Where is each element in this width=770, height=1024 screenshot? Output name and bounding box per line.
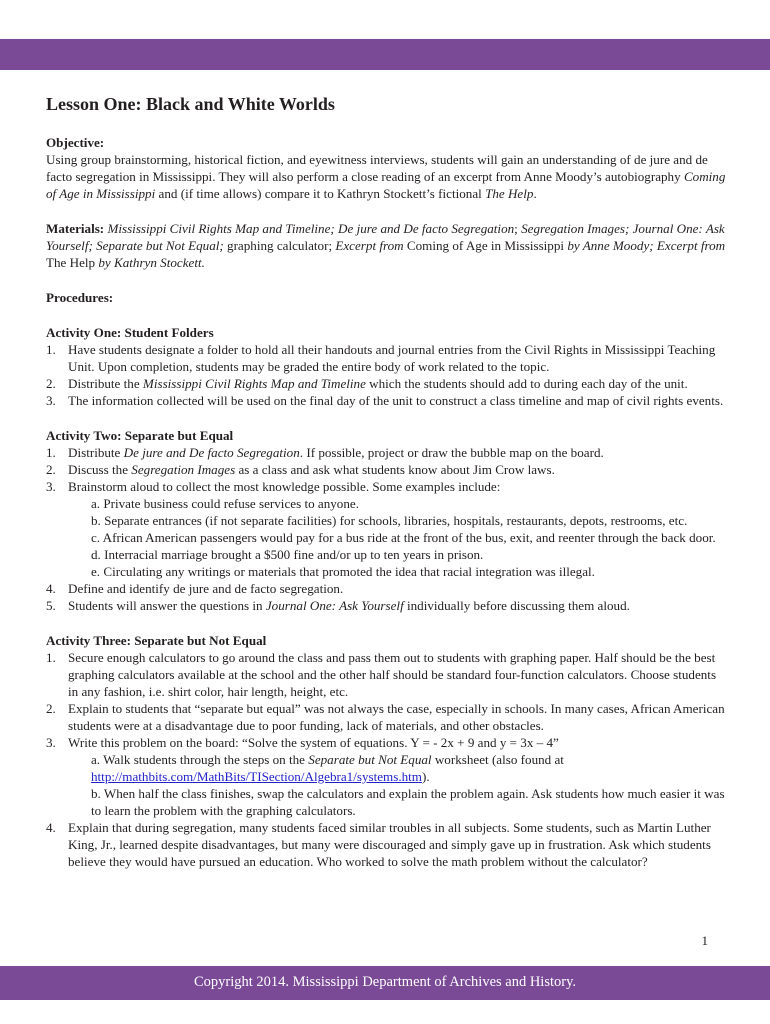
mathbits-link[interactable]: http://mathbits.com/MathBits/TISection/Algebra1/systems.htm xyxy=(91,769,422,784)
sub-step-a: a. Walk students through the steps on the Separate but Not Equal worksheet (also found at http://mathbits.com/MathBits/TISection/Algebra1/systems.htm). xyxy=(91,752,564,784)
example-item: d. Interracial marriage brought a $500 fine and/or up to ten years in prison. xyxy=(91,547,484,562)
activity-one-heading: Activity One: Student Folders xyxy=(46,325,214,340)
list-item: 3. Write this problem on the board: “Solve the system of equations. Y = - 2x + 9 and y = 3x – 4” a. Walk students through the steps on the Separate but Not Equal worksheet (also found at http://mathbits.com/MathBits/TISection/Algebra1/systems.htm). b. When half the class finishes, swap the calculators and explain the problem again. Ask students how much easier it was to learn the problem with the graphing calculators. xyxy=(46,735,725,818)
objective-text: Using group brainstorming, historical fiction, and eyewitness interviews, students will gain an understanding of de jure and de facto segregation in Mississippi. They will also perform a close reading of an excerpt from Anne Moody’s autobiography Coming of Age in Mississippi and (if time allows) compare it to Kathryn Stockett’s fictional The Help. xyxy=(46,152,726,201)
activity-two-heading: Activity Two: Separate but Equal xyxy=(46,428,234,443)
list-item: 4. Define and identify de jure and de facto segregation. xyxy=(46,581,344,596)
list-item: 2. Distribute the Mississippi Civil Rights Map and Timeline which the students should add to during each day of the unit. xyxy=(46,376,688,391)
page-number: 1 xyxy=(701,933,708,948)
example-item: a. Private business could refuse services to anyone. xyxy=(91,496,359,511)
materials-heading: Materials: xyxy=(46,221,105,236)
lesson-title: Lesson One: Black and White Worlds xyxy=(46,94,335,114)
list-item: 1. Have students designate a folder to hold all their handouts and journal entries from the Civil Rights in Mississippi Teaching Unit. Upon completion, students may be graded the entire body of work related to the topic. xyxy=(46,342,716,374)
example-item: c. African American passengers would pay for a bus ride at the front of the bus, exit, and reenter through the back door. xyxy=(91,530,716,545)
header-band xyxy=(0,39,770,70)
list-item: 5. Students will answer the questions in Journal One: Ask Yourself individually before discussing them aloud. xyxy=(46,598,630,613)
list-item: 3. The information collected will be used on the final day of the unit to construct a class timeline and map of civil rights events. xyxy=(46,393,724,408)
procedures-heading: Procedures: xyxy=(46,290,114,305)
materials-paragraph: Materials: Mississippi Civil Rights Map and Timeline; De jure and De facto Segregation; Segregation Images; Journal One: Ask Yourself; Separate but Not Equal; graphing calculator; Excerpt from Coming of Age in Mississippi by Anne Moody; Excerpt from The Help by Kathryn Stockett. xyxy=(46,221,726,270)
list-item: 1. Distribute De jure and De facto Segregation. If possible, project or draw the bubble map on the board. xyxy=(46,445,604,460)
activity-two-list xyxy=(46,444,726,614)
list-item: 3. Brainstorm aloud to collect the most knowledge possible. Some examples include: a. Private business could refuse services to anyone. b. Separate entrances (if not separate facilities) for schools, libraries, hospitals, restaurants, depots, restrooms, etc. c. African American passengers would pay for a bus ride at the front of the bus, exit, and reenter through the back door. d. Interracial marriage brought a $500 fine and/or up to ten years in prison. e. Circulating any writings or materials that promoted the idea that racial integration was illegal. xyxy=(46,478,726,580)
example-item: e. Circulating any writings or materials that promoted the idea that racial integration was illegal. xyxy=(91,564,595,579)
copyright-text: Copyright 2014. Mississippi Department of Archives and History. xyxy=(193,974,577,990)
example-item: b. Separate entrances (if not separate facilities) for schools, libraries, hospitals, restaurants, depots, restrooms, etc. xyxy=(91,513,688,528)
activity-three-list xyxy=(46,649,726,870)
list-item: 4. Explain that during segregation, many students faced similar troubles in all subjects. Some students, such as Martin Luther King, Jr., learned despite disadvantages, but many were discouraged and simply gave up in frustration. Ask which students believe they would have pursued an education. Who worked to solve the math problem without the calculator? xyxy=(46,820,711,869)
lesson-content xyxy=(46,93,726,870)
book-title-the-help: The Help xyxy=(485,186,534,201)
list-item: 2. Discuss the Segregation Images as a class and ask what students know about Jim Crow laws. xyxy=(46,462,555,477)
list-item: 1. Secure enough calculators to go around the class and pass them out to students with graphing paper. Half should be the best graphing calculators available at the school and the other half should be standard four-function calculators. Choose students in any fashion, i.e. shirt color, hair length, height, etc. xyxy=(46,650,717,699)
footer-band xyxy=(0,966,770,1000)
activity-one-list xyxy=(46,341,726,409)
objective-heading: Objective: xyxy=(46,135,105,150)
book-title-coming-of-age: Coming of Age in Mississippi xyxy=(46,169,726,201)
activity-three-heading: Activity Three: Separate but Not Equal xyxy=(46,633,267,648)
list-item: 2. Explain to students that “separate but equal” was not always the case, especially in schools. In many cases, African American students were at a disadvantage due to poor funding, lack of materials, and other obstacles. xyxy=(46,701,725,733)
sub-step-b: b. When half the class finishes, swap the calculators and explain the problem again. Ask students how much easier it was to learn the problem with the graphing calculators. xyxy=(91,786,725,818)
